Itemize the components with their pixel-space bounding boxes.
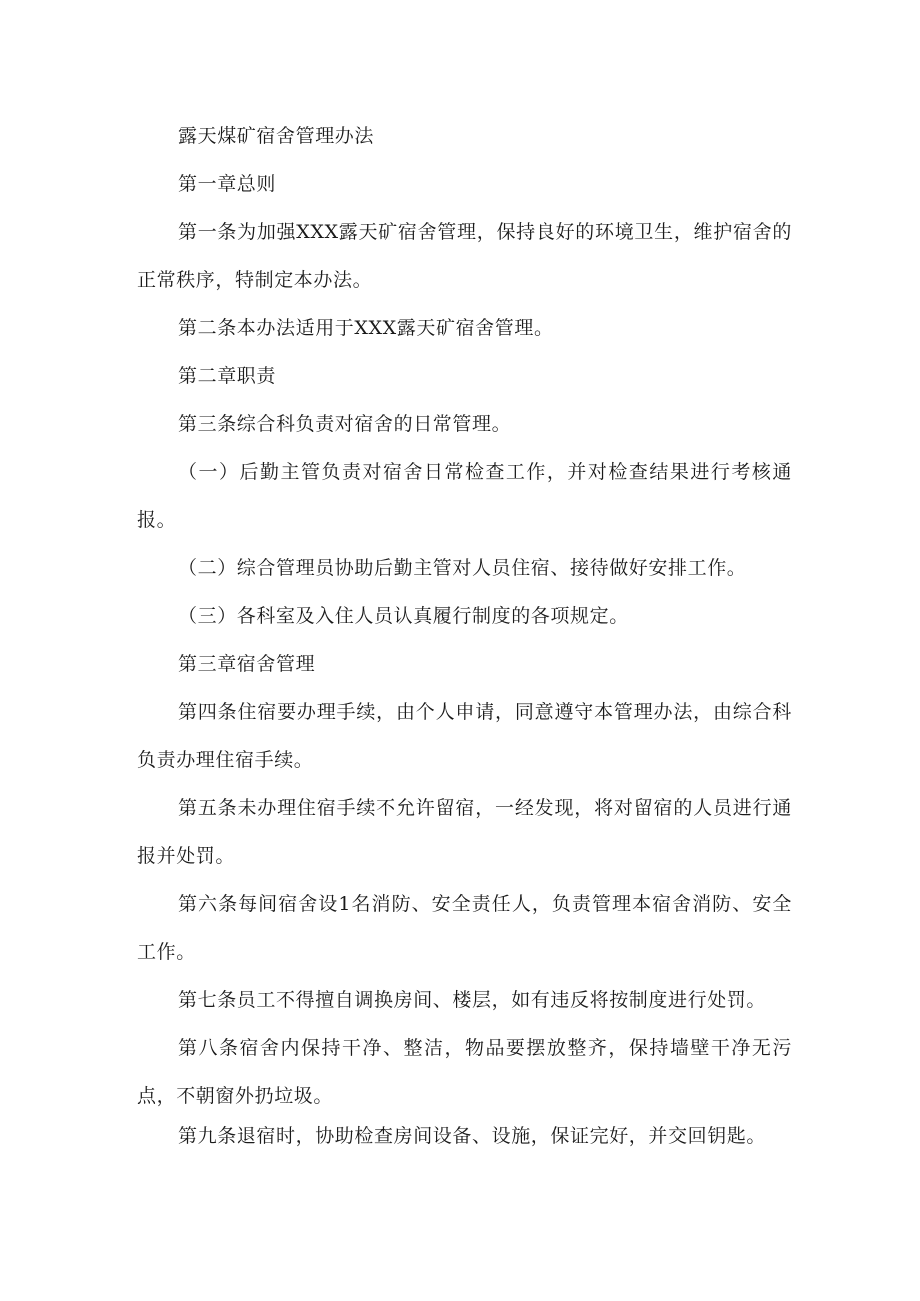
chapter-heading: 第一章总则 bbox=[178, 173, 277, 195]
document-body bbox=[137, 112, 792, 1160]
document-title: 露天煤矿宿舍管理办法 bbox=[178, 125, 375, 147]
article-paragraph: 第三条综合科负责对宿舍的日常管理。 bbox=[178, 413, 512, 435]
sub-item-paragraph: （一）后勤主管负责对宿舍日常检查工作，并对检查结果进行考核通报。 bbox=[137, 461, 792, 531]
article-paragraph: 第六条每间宿舍设1名消防、安全责任人，负责管理本宿舍消防、安全工作。 bbox=[137, 893, 792, 963]
article-paragraph: 第二条本办法适用于XXX露天矿宿舍管理。 bbox=[178, 317, 554, 339]
article-paragraph: 第五条未办理住宿手续不允许留宿，一经发现，将对留宿的人员进行通报并处罚。 bbox=[137, 797, 792, 867]
chapter-heading: 第二章职责 bbox=[178, 365, 277, 387]
article-paragraph: 第一条为加强XXX露天矿宿舍管理，保持良好的环境卫生，维护宿舍的正常秩序，特制定本办法。 bbox=[137, 221, 792, 291]
article-paragraph: 第九条退宿时，协助检查房间设备、设施，保证完好，并交回钥匙。 bbox=[178, 1125, 767, 1147]
article-paragraph: 第四条住宿要办理手续，由个人申请，同意遵守本管理办法，由综合科负责办理住宿手续。 bbox=[137, 701, 792, 771]
article-paragraph: 第八条宿舍内保持干净、整洁，物品要摆放整齐，保持墙壁干净无污点，不朝窗外扔垃圾。 bbox=[137, 1037, 792, 1107]
sub-item-paragraph: （二）综合管理员协助后勤主管对人员住宿、接待做好安排工作。 bbox=[178, 557, 747, 579]
chapter-heading: 第三章宿舍管理 bbox=[178, 653, 316, 675]
sub-item-paragraph: （三）各科室及入住人员认真履行制度的各项规定。 bbox=[178, 605, 629, 627]
article-paragraph: 第七条员工不得擅自调换房间、楼层，如有违反将按制度进行处罚。 bbox=[178, 989, 767, 1011]
